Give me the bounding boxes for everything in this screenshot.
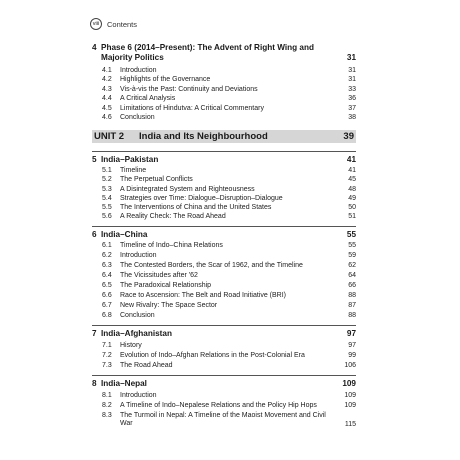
toc-entry bbox=[102, 412, 356, 430]
entry-number: 5.2 bbox=[102, 176, 112, 183]
entry-page: 55 bbox=[346, 230, 356, 239]
entry-title: The Road Ahead bbox=[120, 362, 173, 369]
entry-number: 7.3 bbox=[102, 362, 112, 369]
entry-title: Race to Ascension: The Belt and Road Initiative (BRI) bbox=[120, 292, 287, 299]
entry-title: India–China bbox=[101, 230, 148, 239]
entry-page: 36 bbox=[348, 95, 356, 102]
entry-page: 88 bbox=[348, 292, 356, 299]
entry-page: 97 bbox=[346, 329, 356, 338]
entry-number: 6.3 bbox=[102, 262, 112, 269]
entry-title: Introduction bbox=[120, 67, 157, 74]
entry-number: 6.6 bbox=[102, 292, 112, 299]
entry-title: Strategies over Time: Dialogue–Disruption–Dialogue bbox=[120, 195, 283, 202]
entry-page: 109 bbox=[344, 402, 356, 409]
entry-page: 37 bbox=[348, 105, 356, 112]
chapter-7-title bbox=[92, 329, 356, 339]
entry-number: 4.6 bbox=[102, 114, 112, 121]
unit-heading bbox=[92, 130, 356, 143]
entry-page: 38 bbox=[348, 114, 356, 121]
entry-page: 99 bbox=[348, 352, 356, 359]
page-label: Contents bbox=[107, 19, 138, 29]
entry-title: History bbox=[120, 342, 142, 349]
divider bbox=[92, 375, 356, 376]
entry-title: New Rivalry: The Space Sector bbox=[120, 302, 218, 309]
unit-title: India and Its Neighbourhood bbox=[139, 131, 268, 142]
entry-number: 8.2 bbox=[102, 402, 112, 409]
entry-number: 8.3 bbox=[102, 412, 112, 419]
entry-title: The Turmoil in Nepal: A Timeline of the Maoist Movement and Civil War bbox=[120, 412, 326, 427]
page-header bbox=[90, 18, 137, 30]
entry-number: 5.4 bbox=[102, 195, 112, 202]
entry-page: 66 bbox=[348, 282, 356, 289]
divider bbox=[92, 325, 356, 326]
entry-title: Phase 6 (2014–Present): The Advent of Right Wing and Majority Politics bbox=[101, 43, 314, 62]
entry-title: Evolution of Indo–Afghan Relations in the Post-Colonial Era bbox=[120, 352, 305, 359]
entry-page: 87 bbox=[348, 302, 356, 309]
entry-number: 6.2 bbox=[102, 252, 112, 259]
entry-number: 5.1 bbox=[102, 167, 112, 174]
entry-title: India–Nepal bbox=[101, 379, 147, 388]
entry-page: 31 bbox=[348, 76, 356, 83]
entry-page: 51 bbox=[348, 213, 356, 220]
entry-title: A Reality Check: The Road Ahead bbox=[120, 213, 226, 220]
entry-number: 6.4 bbox=[102, 272, 112, 279]
entry-title: The Interventions of China and the United States bbox=[120, 204, 272, 211]
entry-title: The Contested Borders, the Scar of 1962, and the Timeline bbox=[120, 262, 303, 269]
entry-page: 41 bbox=[346, 155, 356, 164]
entry-page: 59 bbox=[348, 252, 356, 259]
entry-number: 7.2 bbox=[102, 352, 112, 359]
entry-page: 55 bbox=[348, 242, 356, 249]
entry-page: 106 bbox=[344, 362, 356, 369]
entry-number: 5 bbox=[92, 155, 97, 164]
entry-title: Vis-à-vis the Past: Continuity and Deviations bbox=[120, 86, 258, 93]
entry-title: A Timeline of Indo–Nepalese Relations and the Policy Hip Hops bbox=[120, 402, 317, 409]
entry-title: Highlights of the Governance bbox=[120, 76, 211, 83]
entry-page: 45 bbox=[348, 176, 356, 183]
entry-number: 6.8 bbox=[102, 312, 112, 319]
entry-page: 115 bbox=[344, 421, 356, 428]
entry-number: 4.5 bbox=[102, 105, 112, 112]
entry-number: 7.1 bbox=[102, 342, 112, 349]
entry-number: 5.5 bbox=[102, 204, 112, 211]
entry-number: 6.1 bbox=[102, 242, 112, 249]
entry-title: Introduction bbox=[120, 252, 157, 259]
entry-title: A Disintegrated System and Righteousness bbox=[120, 186, 255, 193]
entry-number: 6.5 bbox=[102, 282, 112, 289]
entry-page: 31 bbox=[348, 67, 356, 74]
entry-title: Timeline bbox=[120, 167, 147, 174]
unit-page: 39 bbox=[343, 131, 354, 142]
entry-page: 109 bbox=[344, 392, 356, 399]
entry-number: 5.3 bbox=[102, 186, 112, 193]
page-number: viii bbox=[90, 18, 102, 30]
entry-title: Timeline of Indo–China Relations bbox=[120, 242, 223, 249]
entry-title: A Critical Analysis bbox=[120, 95, 176, 102]
entry-title: Limitations of Hindutva: A Critical Commentary bbox=[120, 105, 264, 112]
entry-number: 8.1 bbox=[102, 392, 112, 399]
unit-label: UNIT 2 bbox=[94, 131, 125, 142]
entry-page: 109 bbox=[342, 379, 356, 388]
entry-number: 8 bbox=[92, 379, 97, 388]
divider bbox=[92, 151, 356, 152]
entry-number: 4.3 bbox=[102, 86, 112, 93]
entry-page: 97 bbox=[348, 342, 356, 349]
entry-number: 4.4 bbox=[102, 95, 112, 102]
entry-title: Conclusion bbox=[120, 312, 155, 319]
entry-number: 4.2 bbox=[102, 76, 112, 83]
entry-number: 7 bbox=[92, 329, 97, 338]
entry-page: 88 bbox=[348, 312, 356, 319]
entry-page: 48 bbox=[348, 186, 356, 193]
entry-page: 41 bbox=[348, 167, 356, 174]
entry-number: 4.1 bbox=[102, 67, 112, 74]
chapter-5-title bbox=[92, 155, 356, 165]
chapter-4-title bbox=[92, 43, 356, 63]
entry-title: The Paradoxical Relationship bbox=[120, 282, 212, 289]
entry-title: The Vicissitudes after '62 bbox=[120, 272, 198, 279]
entry-title: India–Pakistan bbox=[101, 155, 159, 164]
entry-page: 49 bbox=[348, 195, 356, 202]
entry-title: Introduction bbox=[120, 392, 157, 399]
divider bbox=[92, 226, 356, 227]
entry-page: 50 bbox=[348, 204, 356, 211]
entry-page: 33 bbox=[348, 86, 356, 93]
entry-page: 62 bbox=[348, 262, 356, 269]
entry-title: The Perpetual Conflicts bbox=[120, 176, 193, 183]
entry-title: India–Afghanistan bbox=[101, 329, 172, 338]
chapter-8-title bbox=[92, 379, 356, 389]
entry-number: 6.7 bbox=[102, 302, 112, 309]
entry-page: 31 bbox=[346, 53, 356, 62]
entry-title: Conclusion bbox=[120, 114, 155, 121]
entry-number: 5.6 bbox=[102, 213, 112, 220]
chapter-6-title bbox=[92, 230, 356, 240]
entry-number: 6 bbox=[92, 230, 97, 239]
entry-number: 4 bbox=[92, 43, 97, 52]
entry-page: 64 bbox=[348, 272, 356, 279]
